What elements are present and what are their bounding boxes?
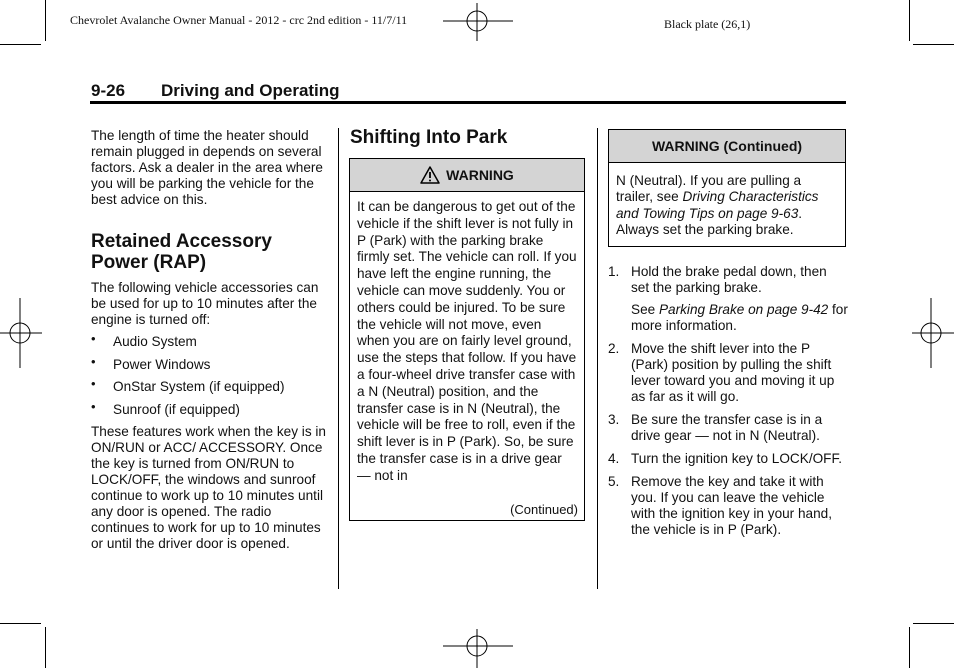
print-header-plate: Black plate (26,1) xyxy=(664,17,751,31)
section-title: Driving and Operating xyxy=(161,81,340,100)
warning-box xyxy=(349,158,585,521)
warning-continued-text: N (Neutral). If you are pulling a trailer, see Driving Characteristics and Towing Tips on page 9-63. Always set the parking brake. xyxy=(616,173,819,237)
crop-mark xyxy=(909,0,910,41)
column-divider xyxy=(597,128,598,589)
header-rule xyxy=(90,101,846,104)
heater-paragraph: The length of time the heater should remain plugged in depends on several factors. Ask a dealer in the area where you will be parking the vehicle for the best advice on this. xyxy=(91,128,323,207)
bullet-icon: • xyxy=(91,353,96,369)
column-1 xyxy=(91,128,331,552)
page-number: 9-26 xyxy=(91,81,126,100)
list-item: 5. Remove the key and take it with you. If you can leave the vehicle with the ignition key in your hand, the vehicle is in P (Park). xyxy=(608,474,833,537)
warning-triangle-icon xyxy=(420,166,440,184)
crosshair-registration-icon xyxy=(0,298,42,368)
list-item: 3. Be sure the transfer case is in a drive gear — not in N (Neutral). xyxy=(608,412,823,443)
list-item: • OnStar System (if equipped) xyxy=(91,376,285,395)
continued-label: (Continued) xyxy=(510,502,578,517)
warning-label: WARNING xyxy=(446,167,514,183)
list-item: • Power Windows xyxy=(91,353,211,372)
list-item: • Sunroof (if equipped) xyxy=(91,398,240,417)
steps-list xyxy=(608,264,848,538)
accessory-list xyxy=(91,331,331,418)
rap-heading: Retained Accessory Power (RAP) xyxy=(91,231,272,273)
print-header-title: Chevrolet Avalanche Owner Manual - 2012 - crc 2nd edition - 11/7/11 xyxy=(70,13,408,27)
list-item: 2. Move the shift lever into the P (Park) position by pulling the shift lever toward you and moving it up as far as it will go. xyxy=(608,341,835,404)
rap-detail: These features work when the key is in ON/RUN or ACC/ ACCESSORY. Once the key is turned from ON/RUN to LOCK/OFF, the windows and sunroof continue to work up to 10 minutes until any door is opened. The radio continues to work for up to 10 minutes or until the driver door is opened. xyxy=(91,424,326,552)
warning-continued-box xyxy=(608,129,846,247)
list-item: 1. Hold the brake pedal down, then set the parking brake. See Parking Brake on page 9-42 for more information. xyxy=(608,264,848,333)
warning-text: It can be dangerous to get out of the vehicle if the shift lever is not fully in P (Park) with the parking brake firmly set. The vehicle can roll. If you have left the engine running, the vehicle can move suddenly. You or others could be injured. To be sure the vehicle will not move, even when you are on fairly level ground, use the steps that follow. If you have a four-wheel drive transfer case with a N (Neutral) position, and the transfer case is in N (Neutral), the vehicle will be free to roll, even if the shift lever is in P (Park). So, be sure the transfer case is in a drive gear — not in xyxy=(357,199,577,483)
bullet-icon: • xyxy=(91,331,96,346)
crosshair-registration-icon xyxy=(912,298,954,368)
crosshair-registration-icon xyxy=(443,627,513,668)
bullet-icon: • xyxy=(91,376,96,392)
list-item: • Audio System xyxy=(91,331,197,349)
rap-intro: The following vehicle accessories can be used for up to 10 minutes after the engine is turned off: xyxy=(91,280,319,327)
cross-reference-link[interactable]: Parking Brake on page 9-42 xyxy=(658,302,829,317)
shifting-heading: Shifting Into Park xyxy=(350,127,508,148)
crosshair-registration-icon xyxy=(443,3,513,43)
crop-mark xyxy=(909,627,910,668)
bullet-icon: • xyxy=(91,398,96,414)
crop-mark xyxy=(45,0,46,41)
warning-header xyxy=(350,159,584,192)
crop-mark xyxy=(913,44,954,45)
crop-mark xyxy=(45,627,46,668)
cross-reference-link[interactable]: Driving Characteristics and Towing Tips on page 9-63 xyxy=(616,189,819,221)
crop-mark xyxy=(0,623,41,624)
list-item: 4. Turn the ignition key to LOCK/OFF. xyxy=(608,451,843,466)
column-divider xyxy=(338,128,339,589)
warning-continued-header: WARNING (Continued) xyxy=(609,130,845,163)
crop-mark xyxy=(0,44,41,45)
crop-mark xyxy=(913,623,954,624)
page-header xyxy=(91,81,340,101)
